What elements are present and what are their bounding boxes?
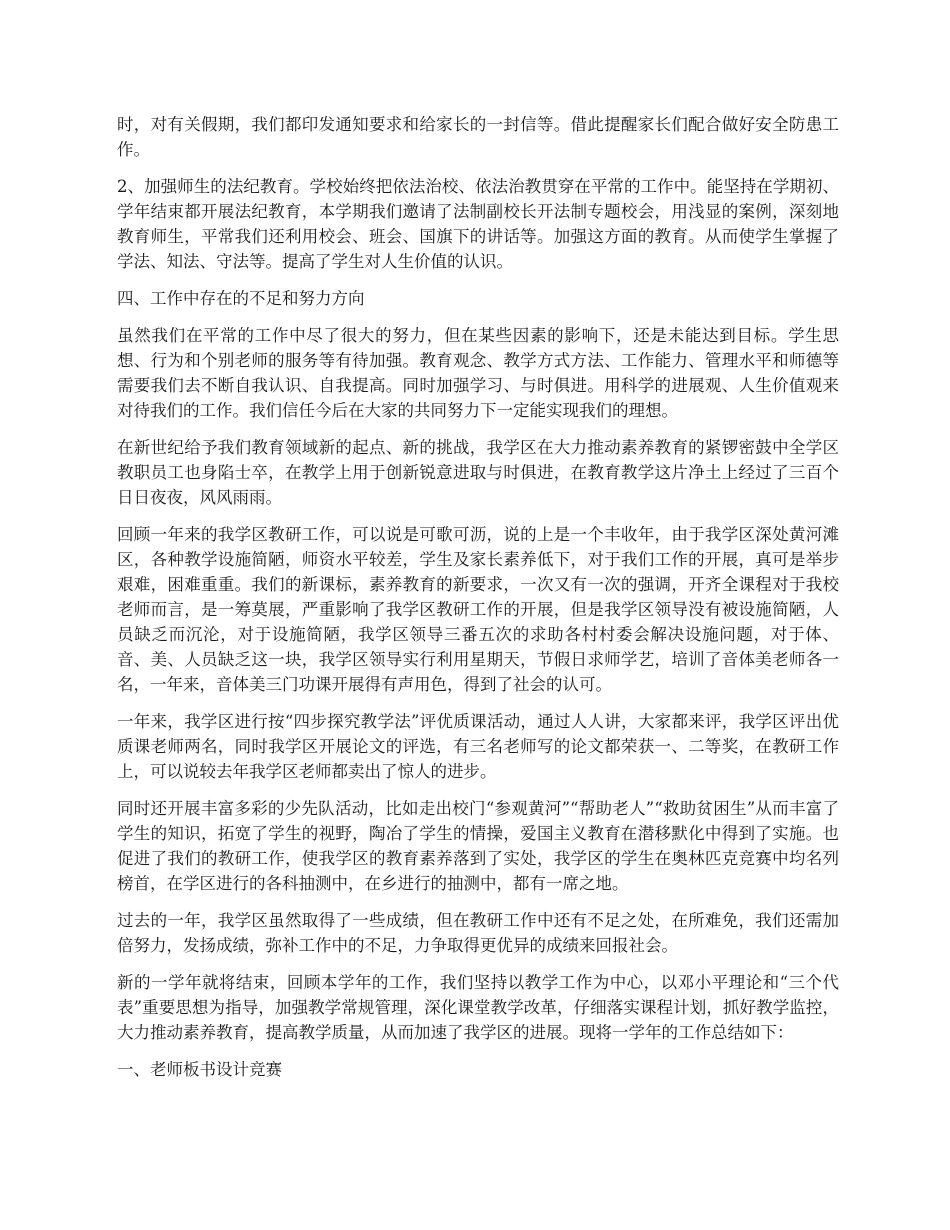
- paragraph-efforts: 虽然我们在平常的工作中尽了很大的努力，但在某些因素的影响下，还是未能达到目标。学生思想、行为和个别老师的服务等有待加强。教育观念、教学方式方法、工作能力、管理水平和师德等需要我们去不断自我认识、自我提高。同时加强学习、与时俱进。用科学的进展观、人生价值观来对待我们的工作。我们信任今后在大家的共同努力下一定能实现我们的理想。: [117, 326, 839, 420]
- paragraph-quality-lessons: 一年来，我学区进行按“四步探究教学法”评优质课活动，通过人人讲，大家都来评，我学区评出优质课老师两名，同时我学区开展论文的评选，有三名老师写的论文都荣获一、二等奖，在教研工作上，可以说较去年我学区老师都卖出了惊人的进步。: [117, 712, 839, 781]
- paragraph-legal-education: 2、加强师生的法纪教育。学校始终把依法治校、依法治教贯穿在平常的工作中。能坚持在学期初、学年结束都开展法纪教育，本学期我们邀请了法制副校长开法制专题校会，用浅显的案例，深刻地教育师生，平常我们还利用校会、班会、国旗下的讲话等。加强这方面的教育。从而使学生掌握了学法、知法、守法等。提高了学生对人生价值的认识。: [117, 177, 839, 271]
- section-heading-blackboard: 一、老师板书设计竞赛: [117, 1060, 282, 1079]
- paragraph-new-century: 在新世纪给予我们教育领域新的起点、新的挑战，我学区在大力推动素养教育的紧锣密鼓中全学区教职员工也身陷士卒，在教学上用于创新锐意进取与时俱进，在教育教学这片净土上经过了三百个日日夜夜，风风雨雨。: [117, 438, 839, 507]
- document-body: [117, 112, 839, 1094]
- section-heading-shortcomings: 四、工作中存在的不足和努力方向: [117, 289, 365, 308]
- paragraph-safety-continuation: 时，对有关假期，我们都印发通知要求和给家长的一封信等。借此提醒家长们配合做好安全防患工作。: [117, 115, 839, 159]
- paragraph-past-year: 过去的一年，我学区虽然取得了一些成绩，但在教研工作中还有不足之处，在所难免，我们还需加倍努力，发扬成绩，弥补工作中的不足，力争取得更优异的成绩来回报社会。: [117, 911, 839, 955]
- paragraph-activities: 同时还开展丰富多彩的少先队活动，比如走出校门“参观黄河”“帮助老人”“救助贫困生”从而丰富了学生的知识，拓宽了学生的视野，陶冶了学生的情操，爱国主义教育在潜移默化中得到了实施。也促进了我们的教研工作，使我学区的教育素养落到了实处，我学区的学生在奥林匹克竞赛中均名列榜首，在学区进行的各科抽测中，在乡进行的抽测中，都有一席之地。: [117, 799, 839, 893]
- paragraph-summary-intro: 新的一学年就将结束，回顾本学年的工作，我们坚持以教学工作为中心，以邓小平理论和“三个代表”重要思想为指导，加强教学常规管理，深化课堂教学改革，仔细落实课程计划，抓好教学监控，大力推动素养教育，提高教学质量，从而加速了我学区的进展。现将一学年的工作总结如下：: [117, 973, 839, 1042]
- paragraph-review: 回顾一年来的我学区教研工作，可以说是可歌可沥，说的上是一个丰收年，由于我学区深处黄河滩区，各种教学设施简陋，师资水平较差，学生及家长素养低下，对于我们工作的开展，真可是举步艰难，困难重重。我们的新课标，素养教育的新要求，一次又有一次的强调，开齐全课程对于我校老师而言，是一筹莫展，严重影响了我学区教研工作的开展，但是我学区领导没有被设施简陋，人员缺乏而沉沦，对于设施简陋，我学区领导三番五次的求助各村村委会解决设施问题，对于体、音、美、人员缺乏这一块，我学区领导实行利用星期天，节假日求师学艺，培训了音体美老师各一名，一年来，音体美三门功课开展得有声用色，得到了社会的认可。: [117, 525, 839, 694]
